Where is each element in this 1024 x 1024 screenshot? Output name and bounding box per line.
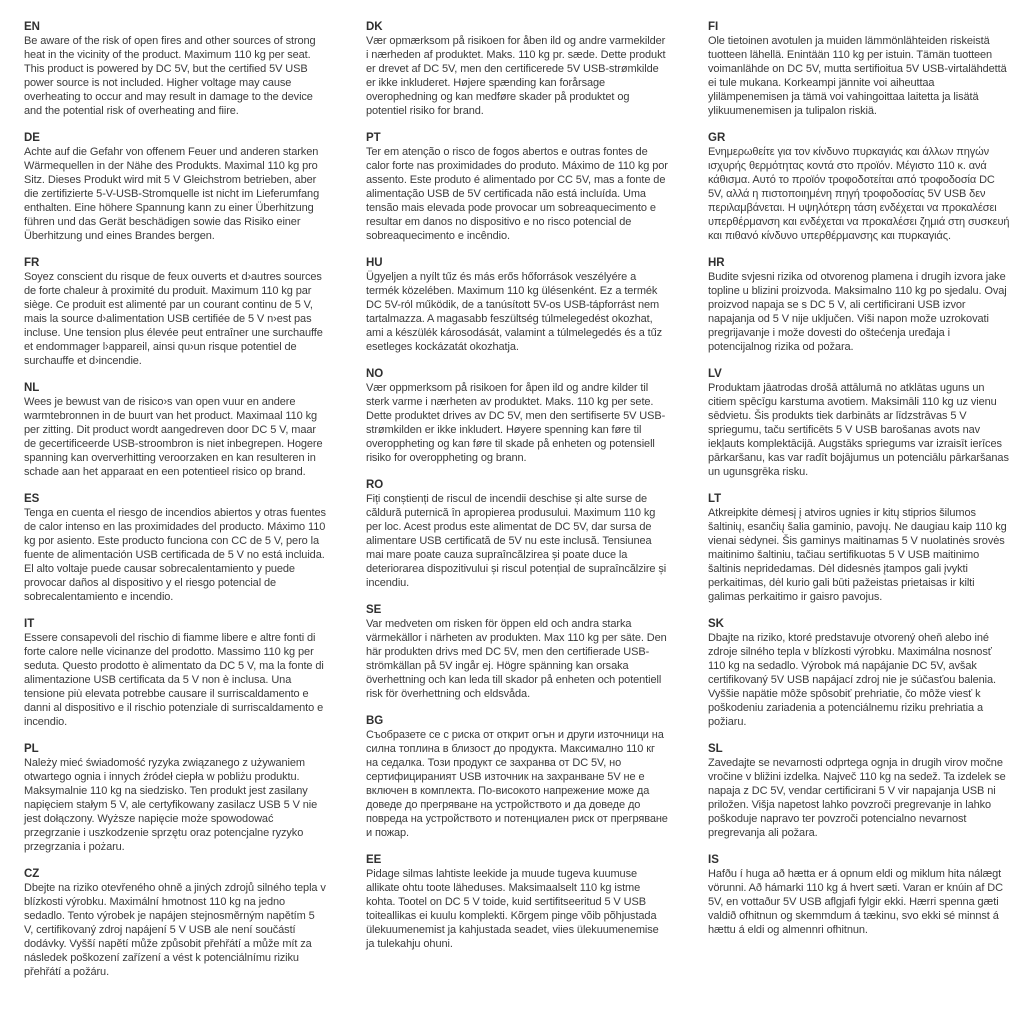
language-code-pt: PT (366, 132, 381, 144)
column-2 (366, 20, 668, 992)
warning-text-se: Var medveten om risken för öppen eld och andra starka värmekällor i närheten av produkten. Max 110 kg per säte. Den här produkten drivs med DC 5V, men den certifierade USB-strömkällan på 5V ingår ej. Högre spänning kan orsaka överhettning och kan leda till skador på enheten och potentiell risk för överhettning och eldsvåda. (366, 618, 667, 700)
section-pl (24, 742, 326, 854)
warning-text-fi: Ole tietoinen avotulen ja muiden lämmönlähteiden riskeistä tuotteen lähellä. Enintään 110 kg per istuin. Tämän tuotteen voimanlähde on DC 5V, mutta sertifioitua 5V USB-virtalähdettä ei tule mukana. Korkeampi jännite voi aiheuttaa ylilämpenemisen ja tämä voi vahingoittaa laitetta ja lisätä ylikuumenemisen ja tulipalon riskiä. (708, 35, 1007, 117)
section-no (366, 367, 668, 465)
warning-text-hu: Ügyeljen a nyílt tűz és más erős hőforrások veszélyére a termék közelében. Maximum 110 kg ülésenként. Ez a termék DC 5V-ról működik, de a tanúsított 5V-os USB-tápforrást nem tartalmazza. A magasabb feszültség túlmelegedést okozhat, ami a készülék károsodását, valamint a túlmelegedés és a tűz esetleges kockázatát okozhatja. (366, 271, 663, 353)
section-bg (366, 714, 668, 840)
language-code-dk: DK (366, 21, 383, 33)
language-code-es: ES (24, 493, 40, 505)
language-code-pl: PL (24, 743, 39, 755)
warning-text-is: Hafðu í huga að hætta er á opnum eldi og miklum hita nálægt vörunni. Að hámarki 110 kg á hvert sæti. Varan er knúin af DC 5V, en vottaður 5V USB aflgjafi fylgir ekki. Hærri spenna gæti valdið ofhitnun og skemmdum á tækinu, svo ekki sé minnst á hættu á eldi og almennri ofhitnun. (708, 868, 1003, 936)
column-1 (24, 20, 326, 992)
language-code-hu: HU (366, 257, 383, 269)
language-code-it: IT (24, 618, 35, 630)
warning-text-gr: Ενημερωθείτε για τον κίνδυνο πυρκαγιάς και άλλων πηγών ισχυρής θερμότητας κοντά στο προϊόν. Μέγιστο 110 κ. ανά κάθισμα. Αυτό το προϊόν τροφοδοτείται από τροφοδοσία DC 5V, αλλά η πιστοποιημένη πηγή τροφοδοσίας 5V USB δεν περιλαμβάνεται. Η υψηλότερη τάση ενδέχεται να προκαλέσει υπερθέρμανση και ενδέχεται να προκαλέσει ζημιά στη συσκευή και πιθανό κίνδυνο υπερθέρμανσης και πυρκαγιάς. (708, 146, 1010, 242)
section-en (24, 20, 326, 118)
section-cz (24, 867, 326, 979)
warning-text-sl: Zavedajte se nevarnosti odprtega ognja in drugih virov močne vročine v bližini izdelka. Največ 110 kg na sedež. Ta izdelek se napaja z DC 5V, vendar certificirani 5 V vir napajanja USB ni priložen. Višja napetost lahko povzroči pregrevanje in lahko poškoduje napravo ter povzroči potencialno nevarnost pregrevanja ali požara. (708, 757, 1006, 839)
language-code-gr: GR (708, 132, 726, 144)
warning-text-pt: Ter em atenção o risco de fogos abertos e outras fontes de calor forte nas proximidades do produto. Máximo de 110 kg por assento. Este produto é alimentado por CC 5V, mas a fonte de alimentação USB de 5V certificada não está incluída. Uma tensão mais elevada pode provocar um sobreaquecimento e resultar em danos no dispositivo e no risco potencial de sobreaquecimento e incêndio. (366, 146, 668, 242)
section-lv (708, 367, 1010, 479)
language-code-se: SE (366, 604, 382, 616)
section-gr (708, 131, 1010, 243)
section-sl (708, 742, 1010, 840)
language-code-no: NO (366, 368, 384, 380)
warning-text-hr: Budite svjesni rizika od otvorenog plamena i drugih izvora jake topline u blizini proizvoda. Maksimalno 110 kg po sjedalu. Ovaj proizvod napaja se s DC 5 V, ali certificirani USB izvor napajanja od 5 V nije uključen. Viši napon može uzrokovati pregrijavanje i može dovesti do oštećenja uređaja i potencijalnog rizika od požara. (708, 271, 1007, 353)
column-3 (708, 20, 1010, 992)
section-hr (708, 256, 1010, 354)
warning-text-it: Essere consapevoli del rischio di fiamme libere e altre fonti di forte calore nelle vicinanze del prodotto. Massimo 110 kg per seduta. Questo prodotto è alimentato da DC 5 V, ma la fonte di alimentazione USB certificata da 5 V non è inclusa. Una tensione più elevata potrebbe causare il surriscaldamento e danni al dispositivo e il rischio potenziale di surriscaldamento e incendio. (24, 632, 324, 728)
language-code-de: DE (24, 132, 40, 144)
language-code-nl: NL (24, 382, 40, 394)
section-sk (708, 617, 1010, 729)
language-code-ro: RO (366, 479, 384, 491)
section-nl (24, 381, 326, 479)
language-code-lt: LT (708, 493, 722, 505)
section-it (24, 617, 326, 729)
language-code-is: IS (708, 854, 719, 866)
warning-text-sk: Dbajte na riziko, ktoré predstavuje otvorený oheň alebo iné zdroje silného tepla v blízkosti výrobku. Maximálna nosnosť 110 kg na sedadlo. Výrobok má napájanie DC 5V, avšak certifikovaný 5V USB napájací zdroj nie je súčasťou balenia. Vyššie napätie môže spôsobiť prehriatie, čo môže viesť k poškodeniu zariadenia a potenciálnemu riziku prehriatia a požiaru. (708, 632, 996, 728)
warning-text-ee: Pidage silmas lahtiste leekide ja muude tugeva kuumuse allikate ohtu toote läheduses. Maksimaalselt 110 kg istme kohta. Tootel on DC 5 V toide, kuid sertifitseeritud 5 V USB toiteallikas ei kuulu komplekti. Kõrgem pinge võib põhjustada ülekuumenemist ja kahjustada seadet, viies ülekuumenemise ja tulekahju ohuni. (366, 868, 659, 950)
language-code-sl: SL (708, 743, 723, 755)
warning-text-lv: Produktam jāatrodas drošā attālumā no atklātas uguns un citiem spēcīgu karstuma avotiem. Maksimāli 110 kg uz vienu sēdvietu. Šis produkts tiek darbināts ar līdzstrāvas 5 V spriegumu, taču sertificēts 5 V USB barošanas avots nav iekļauts komplektācijā. Augstāks spriegums var izraisīt ierīces pārkaršanu, kas var radīt bojājumus un potenciālu pārkaršanas un ugunsgrēka risku. (708, 382, 1009, 478)
language-code-hr: HR (708, 257, 725, 269)
language-code-ee: EE (366, 854, 382, 866)
warning-text-nl: Wees je bewust van de risico›s van open vuur en andere warmtebronnen in de buurt van het product. Maximaal 110 kg per zitting. Dit product wordt aangedreven door DC 5 V, maar de gecertificeerde USB-stroombron is niet inbegrepen. Hogere spanning kan oververhitting veroorzaken en kan resulteren in schade aan het apparaat en een potentieel risico op brand. (24, 396, 323, 478)
language-code-en: EN (24, 21, 40, 33)
section-fr (24, 256, 326, 368)
warning-text-bg: Съобразете се с риска от открит огън и други източници на силна топлина в близост до продукта. Максимално 110 кг на седалка. Този продукт се захранва от DC 5V, но сертифицираният USB източник на захранване 5V не е включен в комплекта. По-високото напрежение може да доведе до прегряване на устройството и да доведе до повреда на устройството и потенциален риск от прегряване и пожар. (366, 729, 668, 839)
section-de (24, 131, 326, 243)
language-code-bg: BG (366, 715, 384, 727)
language-code-sk: SK (708, 618, 724, 630)
warning-text-de: Achte auf die Gefahr von offenem Feuer und anderen starken Wärmequellen in der Nähe des Produkts. Maximal 110 kg pro Sitz. Dieses Produkt wird mit 5 V Gleichstrom betrieben, aber die zertifizierte 5-V-USB-Stromquelle ist nicht im Lieferumfang enthalten. Eine höhere Spannung kann zu einer Überhitzung führen und das Gerät beschädigen sowie das Risiko einer Überhitzung und eines Brandes bergen. (24, 146, 320, 242)
warning-text-en: Be aware of the risk of open fires and other sources of strong heat in the vicinity of the product. Maximum 110 kg per seat. This product is powered by DC 5V, but the certified 5V USB power source is not included. Higher voltage may cause overheating to occur and may result in damage to the device and the potential risk of overheating and fiire. (24, 35, 316, 117)
section-dk (366, 20, 668, 118)
warning-text-cz: Dbejte na riziko otevřeného ohně a jiných zdrojů silného tepla v blízkosti výrobku. Maximální hmotnost 110 kg na jedno sedadlo. Tento výrobek je napájen stejnosměrným napětím 5 V, certifikovaný zdroj napájení 5 V USB ale není součástí dodávky. Vyšší napětí může způsobit přehřátí a může mít za následek poškození zařízení a vést k potenciálnímu riziku přehřátí a požáru. (24, 882, 326, 978)
language-code-fi: FI (708, 21, 719, 33)
section-hu (366, 256, 668, 354)
section-fi (708, 20, 1010, 118)
language-code-cz: CZ (24, 868, 40, 880)
warning-text-dk: Vær opmærksom på risikoen for åben ild og andre varmekilder i nærheden af produktet. Maks. 110 kg pr. sæde. Dette produkt er drevet af DC 5V, men den certificerede 5V USB-strømkilde er ikke inkluderet. Højere spænding kan forårsage overophedning og kan medføre skader på produktet og potentiel risiko for brand. (366, 35, 666, 117)
language-code-lv: LV (708, 368, 722, 380)
section-es (24, 492, 326, 604)
section-is (708, 853, 1010, 937)
warning-text-pl: Należy mieć świadomość ryzyka związanego z używaniem otwartego ognia i innych źródeł ciepła w pobliżu produktu. Maksymalnie 110 kg na siedzisko. Ten produkt jest zasilany napięciem stałym 5 V, ale certyfikowany zasilacz USB 5 V nie jest dołączony. Wyższe napięcie może spowodować przegrzanie i uszkodzenie sprzętu oraz potencjalne ryzyko przegrzania i pożaru. (24, 757, 318, 853)
warning-text-ro: Fiți conștienți de riscul de incendii deschise și alte surse de căldură puternică în apropierea produsului. Maximum 110 kg per loc. Acest produs este alimentat de DC 5V, dar sursa de alimentare USB certificată de 5V nu este inclusă. Tensiunea mai mare poate cauza supraîncălzirea și poate duce la deteriorarea dispozitivului și riscul potențial de supraîncălzire și incendiu. (366, 493, 667, 589)
language-code-fr: FR (24, 257, 40, 269)
section-ee (366, 853, 668, 951)
section-ro (366, 478, 668, 590)
warning-text-lt: Atkreipkite dėmesį į atviros ugnies ir kitų stiprios šilumos šaltinių, esančių šalia gaminio, pavojų. Ne daugiau kaip 110 kg vienai sėdynei. Šis gaminys maitinamas 5 V nuolatinės srovės maitinimo šaltiniu, tačiau sertifikuotas 5 V USB maitinimo šaltinis nepridedamas. Dėl didesnės įtampos gali įvykti perkaitimas, dėl kurio gali būti pažeistas prietaisas ir kilti galimas perkaitimo ir gaisro pavojus. (708, 507, 1007, 603)
section-lt (708, 492, 1010, 604)
section-se (366, 603, 668, 701)
warning-text-es: Tenga en cuenta el riesgo de incendios abiertos y otras fuentes de calor intenso en las proximidades del producto. Máximo 110 kg por asiento. Este producto funciona con CC de 5 V, pero la fuente de alimentación USB certificada de 5 V no está incluida. El alto voltaje puede causar sobrecalentamiento y puede provocar daños al dispositivo y el riesgo potencial de sobrecalentamiento e incendio. (24, 507, 326, 603)
section-pt (366, 131, 668, 243)
warning-text-fr: Soyez conscient du risque de feux ouverts et d›autres sources de forte chaleur à proximité du produit. Maximum 110 kg par siège. Ce produit est alimenté par un courant continu de 5 V, mais la source d›alimentation USB certifiée de 5 V n›est pas incluse. Une tension plus élevée peut entraîner une surchauffe et endommager l›appareil, ainsi qu›un risque potentiel de surchauffe et d›incendie. (24, 271, 323, 367)
warning-text-no: Vær oppmerksom på risikoen for åpen ild og andre kilder til sterk varme i nærheten av produktet. Maks. 110 kg per sete. Dette produktet drives av DC 5V, men den sertifiserte 5V USB-strømkilden er ikke inkludert. Høyere spenning kan føre til overoppheting og kan føre til skade på enheten og potensiell risiko for overoppheting og brann. (366, 382, 666, 464)
